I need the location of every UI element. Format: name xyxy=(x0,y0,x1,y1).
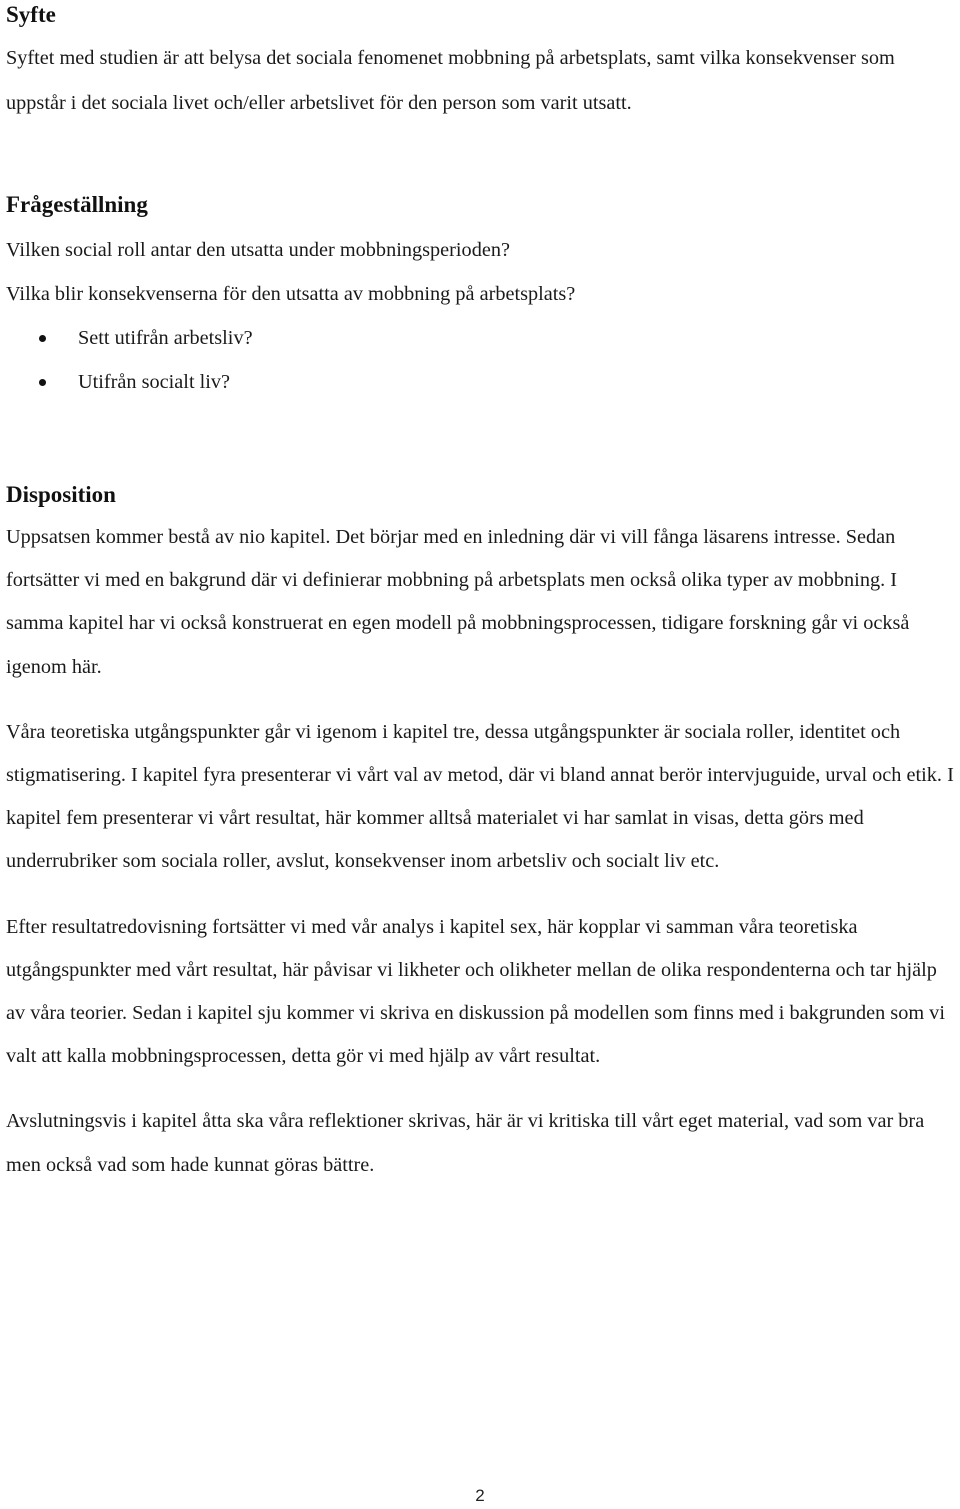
question-line: Vilka blir konsekvenserna för den utsatta av mobbning på arbetsplats? xyxy=(6,283,576,305)
disposition-paragraph: Uppsatsen kommer bestå av nio kapitel. Det börjar med en inledning där vi vill fånga läsarens intresse. Sedan fortsätter vi med en bakgrund där vi definierar mobbning på arbetsplats men också olika typer av mobbning. I samma kapitel har vi också konstruerat en egen modell på mobbningsprocessen, tidigare forskning går vi också igenom här. xyxy=(6,526,910,678)
section-heading-disposition: Disposition xyxy=(6,482,116,507)
bullet-item xyxy=(78,316,956,360)
bullet-dot-icon xyxy=(39,335,46,342)
question-bullet-list xyxy=(6,316,956,404)
bullet-text: Utifrån socialt liv? xyxy=(78,371,231,393)
disposition-paragraph: Avslutningsvis i kapitel åtta ska våra reflektioner skrivas, här är vi kritiska till vårt eget material, vad som var bra men också vad som hade kunnat göras bättre. xyxy=(6,1110,925,1176)
document-page xyxy=(6,0,956,1187)
syfte-paragraph: Syftet med studien är att belysa det sociala fenomenet mobbning på arbetsplats, samt vilka konsekvenser som uppstår i det sociala livet och/eller arbetslivet för den person som varit utsatt. xyxy=(6,47,895,114)
bullet-item xyxy=(78,360,956,404)
bullet-text: Sett utifrån arbetsliv? xyxy=(78,327,253,349)
disposition-paragraph: Våra teoretiska utgångspunkter går vi igenom i kapitel tre, dessa utgångspunkter är sociala roller, identitet och stigmatisering. I kapitel fyra presenterar vi vårt val av metod, där vi bland annat berör intervjuguide, urval och etik. I kapitel fem presenterar vi vårt resultat, här kommer alltså materialet vi har samlat in visas, detta görs med underrubriker som sociala roller, avslut, konsekvenser inom arbetsliv och socialt liv etc. xyxy=(6,720,954,873)
section-heading-syfte: Syfte xyxy=(6,2,56,27)
page-number: 2 xyxy=(475,1486,485,1505)
disposition-paragraph: Efter resultatredovisning fortsätter vi med vår analys i kapitel sex, här kopplar vi samman våra teoretiska utgångspunkter med vårt resultat, här påvisar vi likheter och olikheter mellan de olika respondenterna och tar hjälp av våra teorier. Sedan i kapitel sju kommer vi skriva en diskussion på modellen som finns med i bakgrunden som vi valt att kalla mobbningsprocessen, detta gör vi med hjälp av vårt resultat. xyxy=(6,915,945,1068)
question-line: Vilken social roll antar den utsatta under mobbningsperioden? xyxy=(6,239,510,261)
bullet-dot-icon xyxy=(39,379,46,386)
section-heading-fragestallning: Frågeställning xyxy=(6,192,148,217)
